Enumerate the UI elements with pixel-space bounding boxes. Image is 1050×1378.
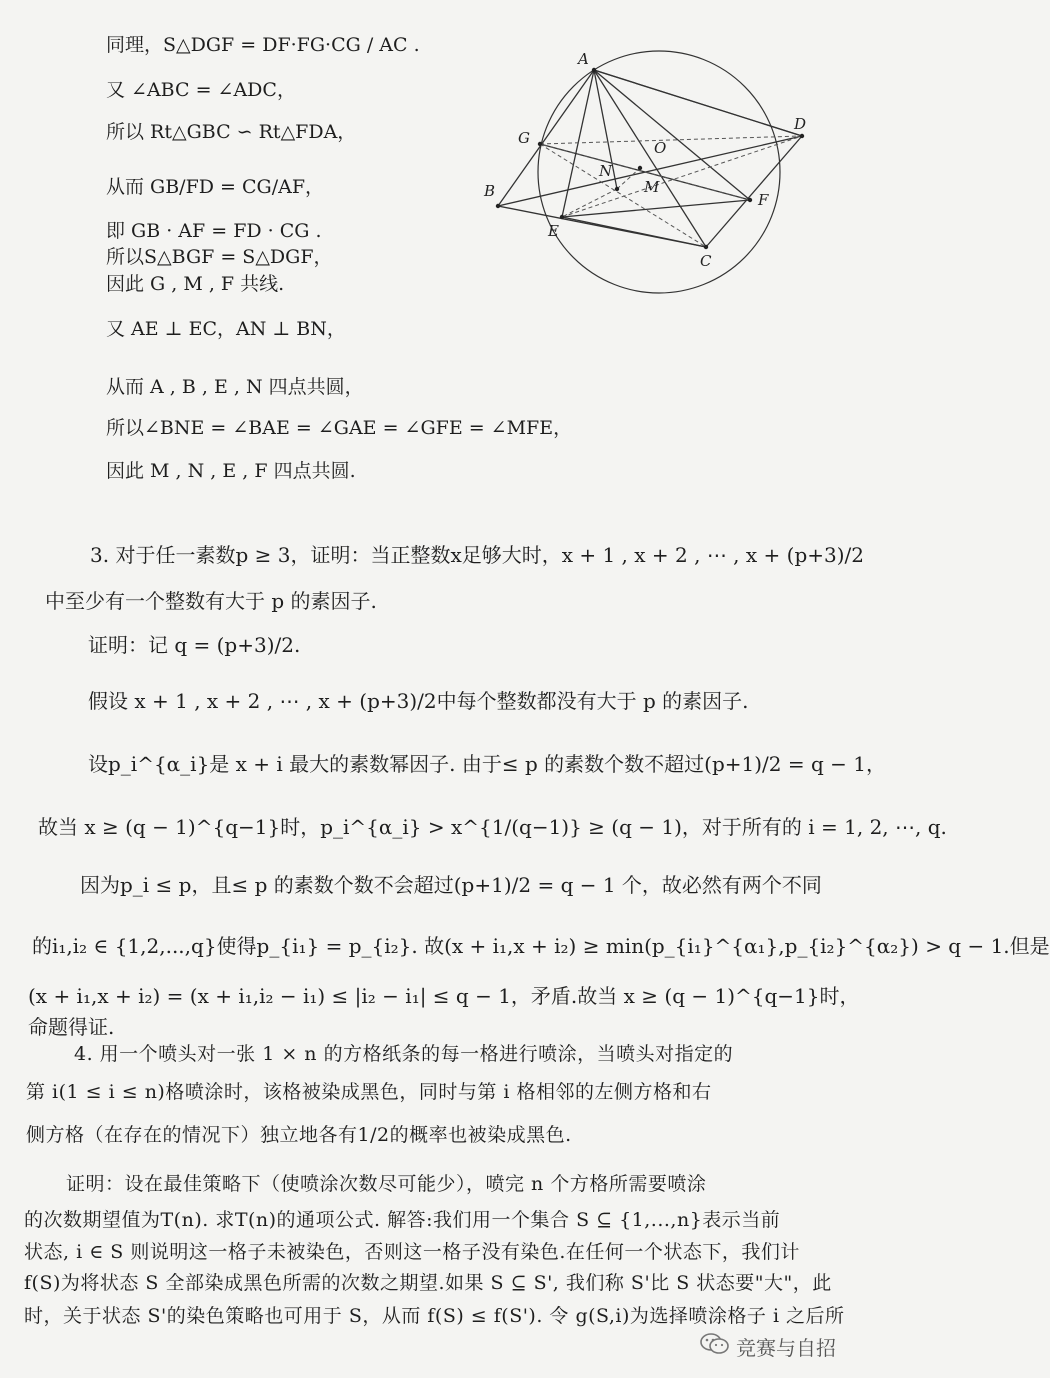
- proof-line-9: 从而 A , B , E , N 四点共圆，: [106, 376, 364, 398]
- problem4-line-3: 侧方格（在存在的情况下）独立地各有1/2的概率也被染成黑色.: [26, 1124, 572, 1146]
- problem4-line-5: 的次数期望值为T(n). 求T(n)的通项公式. 解答:我们用一个集合 S ⊆ {1,...,n}表示当前: [24, 1209, 781, 1231]
- problem3-proof-8: 命题得证.: [28, 1015, 115, 1039]
- proof-line-7: 因此 G , M , F 共线.: [106, 273, 285, 295]
- problem3-statement-1: 3. 对于任一素数p ≥ 3，证明：当正整数x足够大时，x + 1 , x + 2 , ⋯ , x + (p+3)/2: [90, 543, 864, 567]
- problem4-line-2: 第 i(1 ≤ i ≤ n)格喷涂时，该格被染成黑色，同时与第 i 格相邻的左侧方格和右: [26, 1081, 712, 1103]
- label-a: A: [578, 50, 589, 68]
- problem3-proof-6: 的i₁,i₂ ∈ {1,2,...,q}使得p_{i₁} = p_{i₂}. 故(x + i₁,x + i₂) ≥ min(p_{i₁}^{α₁},p_{i₂}^{α₂}) > q − 1.但是: [32, 934, 1050, 958]
- problem3-proof-4: 故当 x ≥ (q − 1)^{q−1}时，p_i^{α_i} > x^{1/(q−1)} ≥ (q − 1)，对于所有的 i = 1, 2, ⋯, q.: [38, 815, 947, 839]
- proof-line-11: 因此 M , N , E , F 四点共圆.: [106, 460, 356, 482]
- problem4-line-4: 证明：设在最佳策略下（使喷涂次数尽可能少），喷完 n 个方格所需要喷涂: [66, 1173, 707, 1195]
- label-n: N: [599, 162, 613, 180]
- problem3-proof-1: 证明：记 q = (p+3)/2.: [88, 633, 301, 657]
- label-c: C: [700, 252, 712, 270]
- problem3-proof-7: (x + i₁,x + i₂) = (x + i₁,i₂ − i₁) ≤ |i₂ − i₁| ≤ q − 1，矛盾.故当 x ≥ (q − 1)^{q−1}时，: [28, 984, 860, 1008]
- proof-line-10: 所以∠BNE = ∠BAE = ∠GAE = ∠GFE = ∠MFE，: [106, 417, 573, 439]
- problem4-line-1: 4. 用一个喷头对一张 1 × n 的方格纸条的每一格进行喷涂，当喷头对指定的: [74, 1043, 734, 1065]
- proof-line-2: 又 ∠ABC = ∠ADC，: [106, 79, 296, 101]
- problem4-line-6: 状态, i ∈ S 则说明这一格子未被染色，否则这一格子没有染色.在任何一个状态下，我们计: [24, 1241, 800, 1263]
- watermark: [700, 1324, 870, 1364]
- label-g: G: [518, 129, 530, 147]
- proof-line-4: 从而 GB/FD = CG/AF，: [106, 176, 325, 198]
- problem3-proof-5: 因为p_i ≤ p，且≤ p 的素数个数不会超过(p+1)/2 = q − 1 个，故必然有两个不同: [80, 873, 822, 897]
- geometry-figure: [480, 40, 820, 280]
- proof-line-1: 同理，S△DGF = DF·FG·CG / AC .: [106, 34, 420, 56]
- label-e: E: [548, 222, 559, 240]
- problem3-proof-3: 设p_i^{α_i}是 x + i 最大的素数幂因子. 由于≤ p 的素数个数不超过(p+1)/2 = q − 1，: [88, 752, 886, 776]
- problem4-line-8: 时，关于状态 S'的染色策略也可用于 S，从而 f(S) ≤ f(S'). 令 g(S,i)为选择喷涂格子 i 之后所: [24, 1305, 845, 1327]
- proof-line-3: 所以 Rt△GBC ∽ Rt△FDA，: [106, 121, 357, 143]
- label-d: D: [794, 115, 807, 133]
- proof-line-8: 又 AE ⊥ EC，AN ⊥ BN，: [106, 318, 346, 340]
- proof-line-6: 所以S△BGF = S△DGF，: [106, 246, 333, 268]
- wechat-icon: [700, 1332, 730, 1356]
- label-m: M: [644, 178, 660, 196]
- label-b: B: [484, 182, 496, 200]
- solid-segments: [498, 70, 802, 247]
- watermark-text: 竞赛与自招: [736, 1336, 836, 1360]
- problem4-line-7: f(S)为将状态 S 全部染成黑色所需的次数之期望.如果 S ⊆ S', 我们称 S'比 S 状态要"大"，此: [24, 1272, 832, 1294]
- label-o: O: [654, 139, 667, 157]
- proof-line-5: 即 GB · AF = FD · CG .: [106, 220, 322, 242]
- problem3-statement-2: 中至少有一个整数有大于 p 的素因子.: [45, 589, 377, 613]
- label-f: F: [758, 191, 769, 209]
- problem3-proof-2: 假设 x + 1 , x + 2 , ⋯ , x + (p+3)/2中每个整数都没有大于 p 的素因子.: [88, 689, 749, 713]
